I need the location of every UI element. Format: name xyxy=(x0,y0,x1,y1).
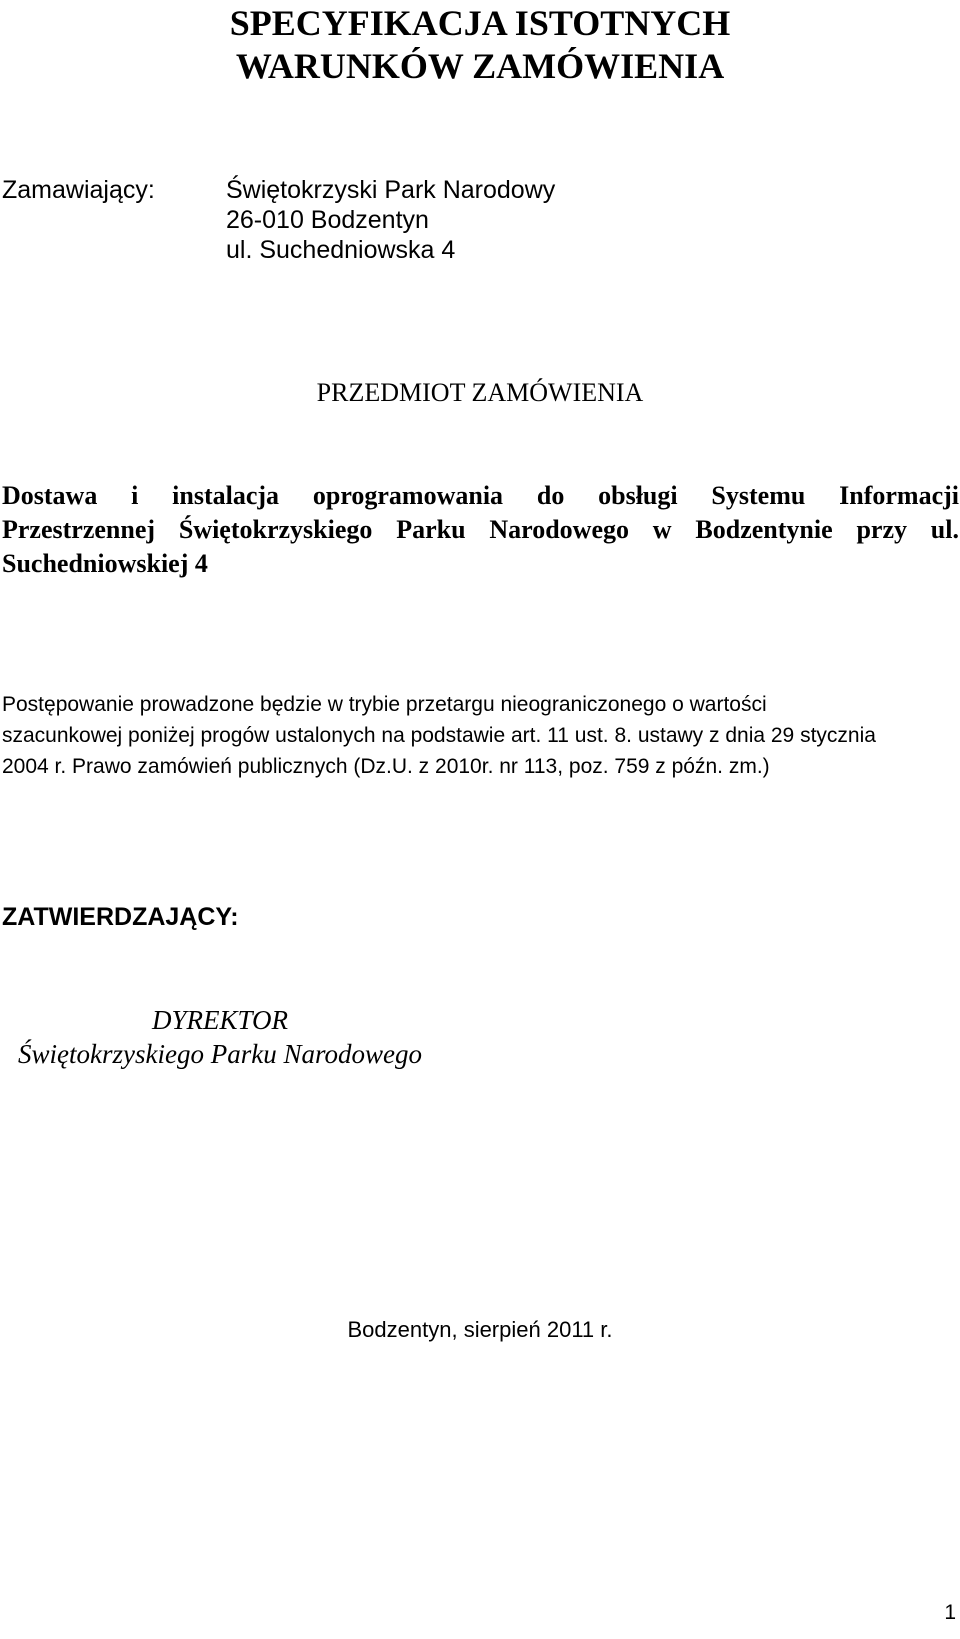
subject-line-2: Przestrzennej Świętokrzyskiego Parku Narodowego w Bodzentynie przy ul. xyxy=(2,515,959,544)
contracting-authority-postal: 26-010 Bodzentyn xyxy=(226,206,429,234)
place-and-date: Bodzentyn, sierpień 2011 r. xyxy=(347,1317,613,1342)
page-number: 1 xyxy=(944,1601,956,1624)
procedure-description xyxy=(2,689,959,782)
signatory-block xyxy=(0,1003,440,1071)
contracting-authority-street: ul. Suchedniowska 4 xyxy=(226,236,456,264)
document-title-line-1: SPECYFIKACJA ISTOTNYCH xyxy=(229,3,731,43)
subject-line-1: Dostawa i instalacja oprogramowania do obsługi Systemu Informacji xyxy=(2,481,959,510)
procedure-line-1: Postępowanie prowadzone będzie w trybie przetargu nieograniczonego o wartości xyxy=(2,693,767,716)
signatory-institution: Świętokrzyskiego Parku Narodowego xyxy=(18,1039,422,1069)
procedure-line-3: 2004 r. Prawo zamówień publicznych (Dz.U. z 2010r. nr 113, poz. 759 z późn. zm.) xyxy=(2,755,770,778)
subject-description xyxy=(2,479,959,581)
signatory-position: DYREKTOR xyxy=(151,1005,289,1035)
contracting-authority-address xyxy=(226,175,555,265)
contracting-authority-label: Zamawiający: xyxy=(2,176,155,204)
document-title-line-2: WARUNKÓW ZAMÓWIENIA xyxy=(235,46,725,86)
contracting-authority-name: Świętokrzyski Park Narodowy xyxy=(226,176,556,204)
approver-label: ZATWIERDZAJĄCY: xyxy=(2,903,239,931)
subject-heading: PRZEDMIOT ZAMÓWIENIA xyxy=(316,378,644,407)
document-title xyxy=(0,2,960,88)
procedure-line-2: szacunkowej poniżej progów ustalonych na podstawie art. 11 ust. 8. ustawy z dnia 29 stycznia xyxy=(2,724,876,747)
subject-line-3: Suchedniowskiej 4 xyxy=(2,549,208,578)
